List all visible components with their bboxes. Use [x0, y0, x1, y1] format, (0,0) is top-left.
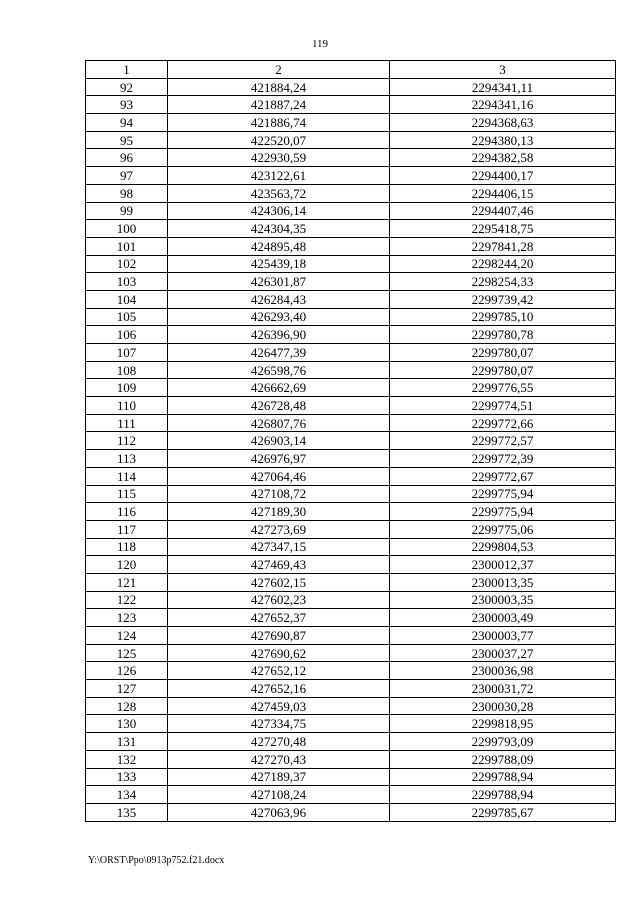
table-row — [86, 149, 616, 167]
y-coordinate-cell: 2299772,66 — [390, 414, 616, 432]
point-number-cell: 98 — [86, 184, 168, 202]
column-header-1: 1 — [86, 61, 168, 79]
table-row — [86, 591, 616, 609]
y-coordinate-cell: 2298254,33 — [390, 273, 616, 291]
point-number-cell: 100 — [86, 220, 168, 238]
point-number-cell: 104 — [86, 290, 168, 308]
y-coordinate-cell: 2300031,72 — [390, 680, 616, 698]
y-coordinate-cell: 2299775,06 — [390, 520, 616, 538]
table-header-row — [86, 61, 616, 79]
y-coordinate-cell: 2299785,67 — [390, 803, 616, 821]
x-coordinate-cell: 426903,14 — [168, 432, 390, 450]
point-number-cell: 101 — [86, 237, 168, 255]
point-number-cell: 102 — [86, 255, 168, 273]
table-row — [86, 273, 616, 291]
table-row — [86, 609, 616, 627]
y-coordinate-cell: 2294406,15 — [390, 184, 616, 202]
point-number-cell: 111 — [86, 414, 168, 432]
y-coordinate-cell: 2299780,07 — [390, 361, 616, 379]
table-row — [86, 114, 616, 132]
table-row — [86, 680, 616, 698]
y-coordinate-cell: 2299780,07 — [390, 344, 616, 362]
x-coordinate-cell: 427690,87 — [168, 627, 390, 645]
table-row — [86, 485, 616, 503]
x-coordinate-cell: 427064,46 — [168, 467, 390, 485]
x-coordinate-cell: 426396,90 — [168, 326, 390, 344]
y-coordinate-cell: 2299793,09 — [390, 733, 616, 751]
table-row — [86, 290, 616, 308]
point-number-cell: 93 — [86, 96, 168, 114]
point-number-cell: 122 — [86, 591, 168, 609]
y-coordinate-cell: 2294382,58 — [390, 149, 616, 167]
table-row — [86, 662, 616, 680]
x-coordinate-cell: 426293,40 — [168, 308, 390, 326]
y-coordinate-cell: 2299775,94 — [390, 485, 616, 503]
point-number-cell: 120 — [86, 556, 168, 574]
y-coordinate-cell: 2299785,10 — [390, 308, 616, 326]
footer-file-path: Y:\ORST\Ppo\0913p752.f21.docx — [88, 855, 225, 866]
y-coordinate-cell: 2298244,20 — [390, 255, 616, 273]
x-coordinate-cell: 424306,14 — [168, 202, 390, 220]
y-coordinate-cell: 2300037,27 — [390, 644, 616, 662]
table-row — [86, 308, 616, 326]
x-coordinate-cell: 427469,43 — [168, 556, 390, 574]
table-row — [86, 715, 616, 733]
y-coordinate-cell: 2299772,67 — [390, 467, 616, 485]
x-coordinate-cell: 427347,15 — [168, 538, 390, 556]
x-coordinate-cell: 427334,75 — [168, 715, 390, 733]
table-row — [86, 538, 616, 556]
table-row — [86, 414, 616, 432]
point-number-cell: 115 — [86, 485, 168, 503]
y-coordinate-cell: 2300012,37 — [390, 556, 616, 574]
table-row — [86, 202, 616, 220]
x-coordinate-cell: 426598,76 — [168, 361, 390, 379]
y-coordinate-cell: 2300013,35 — [390, 573, 616, 591]
y-coordinate-cell: 2299780,78 — [390, 326, 616, 344]
x-coordinate-cell: 427270,43 — [168, 750, 390, 768]
point-number-cell: 105 — [86, 308, 168, 326]
x-coordinate-cell: 427063,96 — [168, 803, 390, 821]
point-number-cell: 133 — [86, 768, 168, 786]
table-row — [86, 255, 616, 273]
table-row — [86, 220, 616, 238]
column-header-2: 2 — [168, 61, 390, 79]
point-number-cell: 103 — [86, 273, 168, 291]
table-row — [86, 167, 616, 185]
point-number-cell: 123 — [86, 609, 168, 627]
y-coordinate-cell: 2300030,28 — [390, 697, 616, 715]
point-number-cell: 131 — [86, 733, 168, 751]
y-coordinate-cell: 2294341,11 — [390, 78, 616, 96]
y-coordinate-cell: 2300003,77 — [390, 627, 616, 645]
y-coordinate-cell: 2299788,94 — [390, 768, 616, 786]
y-coordinate-cell: 2299774,51 — [390, 397, 616, 415]
x-coordinate-cell: 427602,15 — [168, 573, 390, 591]
x-coordinate-cell: 426284,43 — [168, 290, 390, 308]
point-number-cell: 96 — [86, 149, 168, 167]
y-coordinate-cell: 2294368,63 — [390, 114, 616, 132]
point-number-cell: 99 — [86, 202, 168, 220]
y-coordinate-cell: 2294400,17 — [390, 167, 616, 185]
point-number-cell: 124 — [86, 627, 168, 645]
y-coordinate-cell: 2299775,94 — [390, 503, 616, 521]
x-coordinate-cell: 426301,87 — [168, 273, 390, 291]
column-header-3: 3 — [390, 61, 616, 79]
table-row — [86, 644, 616, 662]
table-row — [86, 768, 616, 786]
table-row — [86, 184, 616, 202]
point-number-cell: 112 — [86, 432, 168, 450]
x-coordinate-cell: 427652,16 — [168, 680, 390, 698]
y-coordinate-cell: 2299776,55 — [390, 379, 616, 397]
y-coordinate-cell: 2299772,57 — [390, 432, 616, 450]
y-coordinate-cell: 2295418,75 — [390, 220, 616, 238]
x-coordinate-cell: 422520,07 — [168, 131, 390, 149]
y-coordinate-cell: 2299739,42 — [390, 290, 616, 308]
y-coordinate-cell: 2299788,09 — [390, 750, 616, 768]
table-row — [86, 361, 616, 379]
y-coordinate-cell: 2299804,53 — [390, 538, 616, 556]
y-coordinate-cell: 2297841,28 — [390, 237, 616, 255]
y-coordinate-cell: 2300003,49 — [390, 609, 616, 627]
point-number-cell: 95 — [86, 131, 168, 149]
y-coordinate-cell: 2300003,35 — [390, 591, 616, 609]
x-coordinate-cell: 426662,69 — [168, 379, 390, 397]
x-coordinate-cell: 421887,24 — [168, 96, 390, 114]
x-coordinate-cell: 426807,76 — [168, 414, 390, 432]
x-coordinate-cell: 424304,35 — [168, 220, 390, 238]
x-coordinate-cell: 427108,24 — [168, 786, 390, 804]
point-number-cell: 135 — [86, 803, 168, 821]
point-number-cell: 134 — [86, 786, 168, 804]
x-coordinate-cell: 427273,69 — [168, 520, 390, 538]
point-number-cell: 106 — [86, 326, 168, 344]
point-number-cell: 132 — [86, 750, 168, 768]
y-coordinate-cell: 2299818,95 — [390, 715, 616, 733]
x-coordinate-cell: 427270,48 — [168, 733, 390, 751]
x-coordinate-cell: 423122,61 — [168, 167, 390, 185]
table-row — [86, 750, 616, 768]
point-number-cell: 125 — [86, 644, 168, 662]
x-coordinate-cell: 421884,24 — [168, 78, 390, 96]
x-coordinate-cell: 427652,12 — [168, 662, 390, 680]
table-row — [86, 379, 616, 397]
x-coordinate-cell: 426976,97 — [168, 450, 390, 468]
x-coordinate-cell: 427690,62 — [168, 644, 390, 662]
table-row — [86, 344, 616, 362]
table-row — [86, 397, 616, 415]
y-coordinate-cell: 2299772,39 — [390, 450, 616, 468]
x-coordinate-cell: 422930,59 — [168, 149, 390, 167]
x-coordinate-cell: 427189,37 — [168, 768, 390, 786]
point-number-cell: 92 — [86, 78, 168, 96]
point-number-cell: 121 — [86, 573, 168, 591]
x-coordinate-cell: 426477,39 — [168, 344, 390, 362]
point-number-cell: 97 — [86, 167, 168, 185]
x-coordinate-cell: 427459,03 — [168, 697, 390, 715]
table-row — [86, 627, 616, 645]
point-number-cell: 108 — [86, 361, 168, 379]
x-coordinate-cell: 427189,30 — [168, 503, 390, 521]
page-number: 119 — [311, 38, 329, 50]
table-row — [86, 131, 616, 149]
y-coordinate-cell: 2294341,16 — [390, 96, 616, 114]
table-row — [86, 803, 616, 821]
point-number-cell: 130 — [86, 715, 168, 733]
table-row — [86, 78, 616, 96]
x-coordinate-cell: 427602,23 — [168, 591, 390, 609]
x-coordinate-cell: 425439,18 — [168, 255, 390, 273]
point-number-cell: 116 — [86, 503, 168, 521]
table-row — [86, 697, 616, 715]
y-coordinate-cell: 2294407,46 — [390, 202, 616, 220]
table-row — [86, 556, 616, 574]
x-coordinate-cell: 423563,72 — [168, 184, 390, 202]
point-number-cell: 127 — [86, 680, 168, 698]
point-number-cell: 109 — [86, 379, 168, 397]
point-number-cell: 114 — [86, 467, 168, 485]
point-number-cell: 128 — [86, 697, 168, 715]
point-number-cell: 113 — [86, 450, 168, 468]
table-row — [86, 503, 616, 521]
x-coordinate-cell: 424895,48 — [168, 237, 390, 255]
coordinates-table — [85, 60, 616, 822]
point-number-cell: 94 — [86, 114, 168, 132]
table-row — [86, 326, 616, 344]
table-row — [86, 733, 616, 751]
x-coordinate-cell: 421886,74 — [168, 114, 390, 132]
point-number-cell: 118 — [86, 538, 168, 556]
table-row — [86, 432, 616, 450]
table-row — [86, 520, 616, 538]
table-row — [86, 786, 616, 804]
y-coordinate-cell: 2300036,98 — [390, 662, 616, 680]
x-coordinate-cell: 427108,72 — [168, 485, 390, 503]
table-body — [86, 61, 616, 822]
x-coordinate-cell: 426728,48 — [168, 397, 390, 415]
y-coordinate-cell: 2294380,13 — [390, 131, 616, 149]
y-coordinate-cell: 2299788,94 — [390, 786, 616, 804]
table-row — [86, 96, 616, 114]
point-number-cell: 126 — [86, 662, 168, 680]
x-coordinate-cell: 427652,37 — [168, 609, 390, 627]
table-row — [86, 237, 616, 255]
table-row — [86, 573, 616, 591]
point-number-cell: 117 — [86, 520, 168, 538]
point-number-cell: 107 — [86, 344, 168, 362]
point-number-cell: 110 — [86, 397, 168, 415]
table-row — [86, 467, 616, 485]
table-row — [86, 450, 616, 468]
